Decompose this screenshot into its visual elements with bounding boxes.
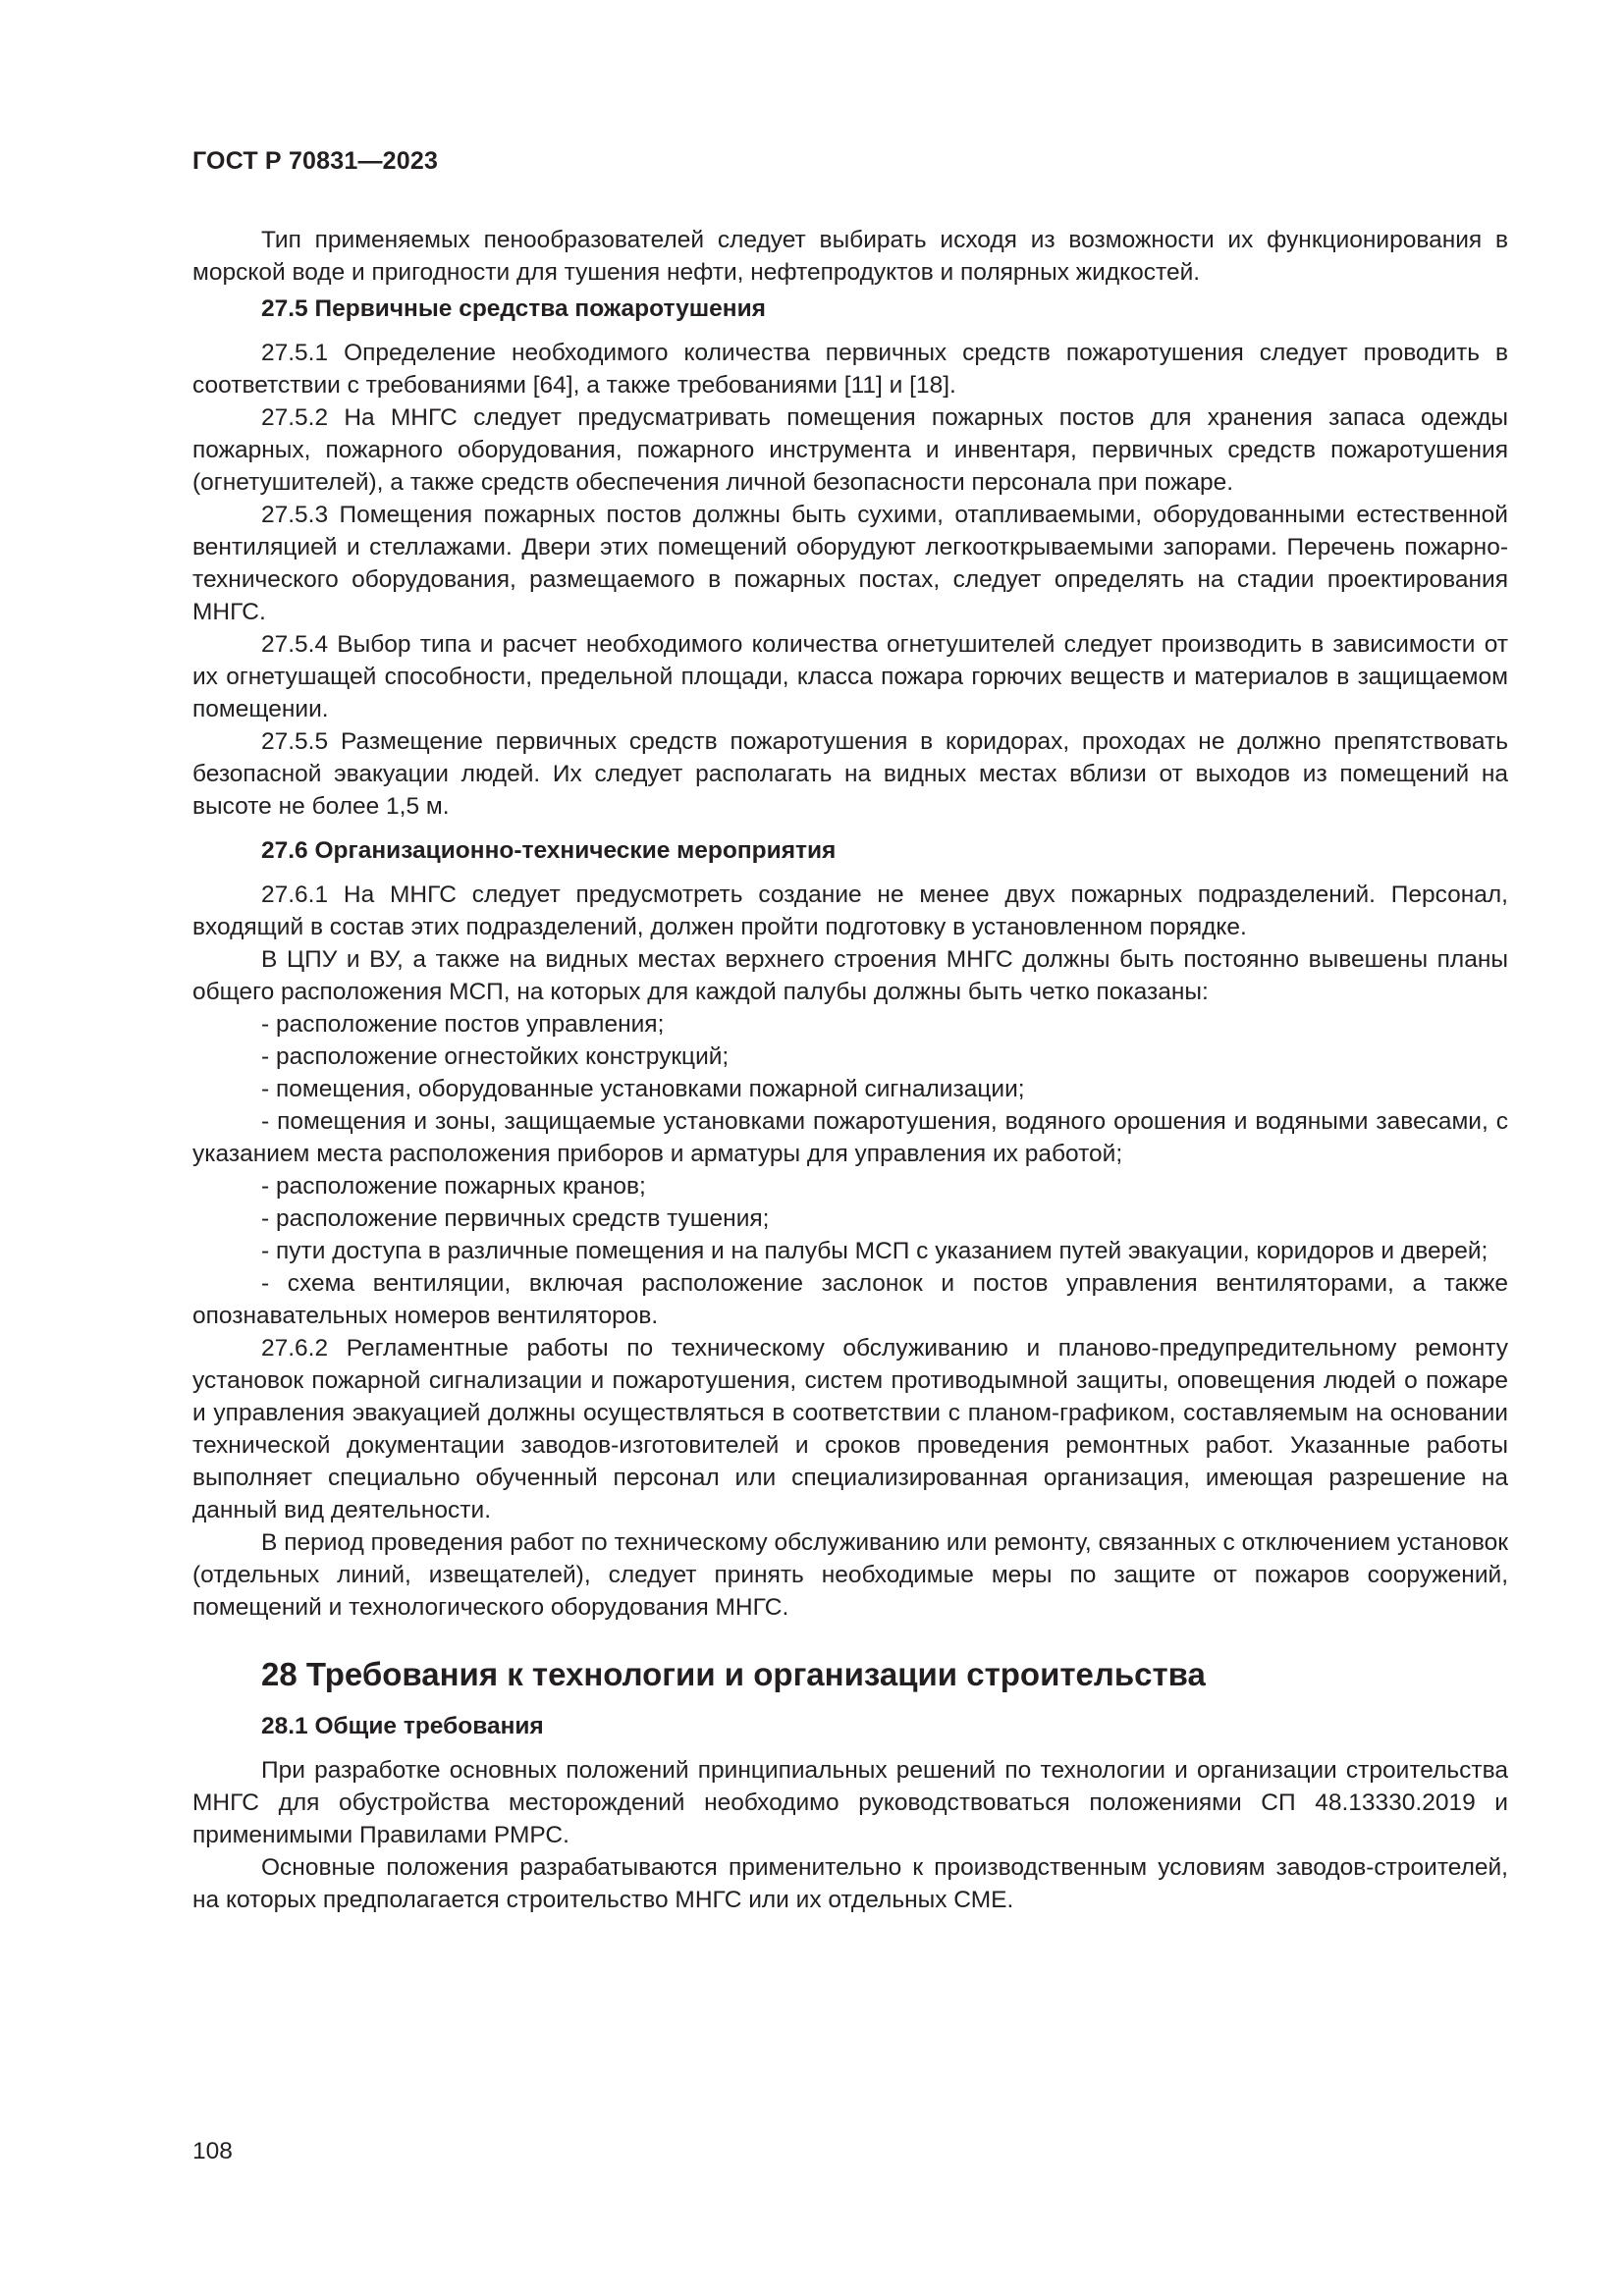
intro-paragraph: Тип применяемых пенообразователей следует выбирать исходя из возможности их функционирования в морской воде и пригодности для тушения нефти, нефтепродуктов и полярных жидкостей. bbox=[192, 227, 1508, 286]
list-item: - расположение огнестойких конструкций; bbox=[261, 1043, 730, 1070]
section-28-1-heading: 28.1 Общие требования bbox=[261, 1713, 544, 1739]
section-28-heading: 28 Требования к технологии и организации строительства bbox=[261, 1656, 1206, 1692]
page-number: 108 bbox=[192, 2138, 233, 2164]
list-item: - пути доступа в различные помещения и на палубы МСП с указанием путей эвакуации, коридоров и дверей; bbox=[261, 1238, 1489, 1264]
list-item: - расположение постов управления; bbox=[261, 1011, 665, 1038]
list-item: - расположение первичных средств тушения; bbox=[261, 1205, 770, 1232]
paragraph-27-5-3: 27.5.3 Помещения пожарных постов должны быть сухими, отапливаемыми, оборудованными естественной вентиляцией и стеллажами. Двери этих помещений оборудуют легкооткрываемыми запорами. Перечень пожарно-технического оборудования, размещаемого в пожарных постах, следует определять на стадии проектирования МНГС. bbox=[192, 502, 1508, 625]
paragraph-27-5-1: 27.5.1 Определение необходимого количества первичных средств пожаротушения следует проводить в соответствии с требованиями [64], а также требованиями [11] и [18]. bbox=[192, 340, 1508, 399]
list-item: - помещения, оборудованные установками пожарной сигнализации; bbox=[261, 1076, 1025, 1102]
section-27-6-heading: 27.6 Организационно-технические мероприятия bbox=[261, 837, 837, 864]
paragraph-plans: В ЦПУ и ВУ, а также на видных местах верхнего строения МНГС должны быть постоянно вывешены планы общего расположения МСП, на которых для каждой палубы должны быть четко показаны: bbox=[192, 946, 1508, 1005]
paragraph-27-5-4: 27.5.4 Выбор типа и расчет необходимого количества огнетушителей следует производить в зависимости от их огнетушащей способности, предельной площади, класса пожара горючих веществ и материалов в защищаемом помещении. bbox=[192, 631, 1508, 722]
list-item: - помещения и зоны, защищаемые установками пожаротушения, водяного орошения и водяными завесами, с указанием места расположения приборов и арматуры для управления их работой; bbox=[192, 1108, 1508, 1167]
paragraph-maintenance: В период проведения работ по техническому обслуживанию или ремонту, связанных с отключением установок (отдельных линий, извещателей), следует принять необходимые меры по защите от пожаров сооружений, помещений и технологического оборудования МНГС. bbox=[192, 1529, 1508, 1621]
section-27-5-heading: 27.5 Первичные средства пожаротушения bbox=[261, 295, 766, 322]
paragraph-27-6-1: 27.6.1 На МНГС следует предусмотреть создание не менее двух пожарных подразделений. Персонал, входящий в состав этих подразделений, должен пройти подготовку в установленном порядке. bbox=[192, 881, 1508, 940]
paragraph-28-1-a: При разработке основных положений принципиальных решений по технологии и организации строительства МНГС для обустройства месторождений необходимо руководствоваться положениями СП 48.13330.2019 и применимыми Правилами РМРС. bbox=[192, 1757, 1508, 1848]
paragraph-27-5-5: 27.5.5 Размещение первичных средств пожаротушения в коридорах, проходах не должно препятствовать безопасной эвакуации людей. Их следует располагать на видных местах вблизи от выходов из помещений на высоте не более 1,5 м. bbox=[192, 728, 1508, 820]
document-body bbox=[192, 224, 1508, 1916]
paragraph-27-5-2: 27.5.2 На МНГС следует предусматривать помещения пожарных постов для хранения запаса одежды пожарных, пожарного оборудования, пожарного инструмента и инвентаря, первичных средств пожаротушения (огнетушителей), а также средств обеспечения личной безопасности персонала при пожаре. bbox=[192, 404, 1508, 496]
paragraph-28-1-b: Основные положения разрабатываются применительно к производственным условиям заводов-строителей, на которых предполагается строительство МНГС или их отдельных СМЕ. bbox=[192, 1854, 1508, 1913]
document-header: ГОСТ Р 70831—2023 bbox=[192, 147, 439, 175]
paragraph-27-6-2: 27.6.2 Регламентные работы по техническому обслуживанию и планово-предупредительному ремонту установок пожарной сигнализации и пожаротушения, систем противодымной защиты, оповещения людей о пожаре и управления эвакуацией должны осуществляться в соответствии с планом-графиком, составляемым на основании технической документации заводов-изготовителей и сроков проведения ремонтных работ. Указанные работы выполняет специально обученный персонал или специализированная организация, имеющая разрешение на данный вид деятельности. bbox=[192, 1335, 1508, 1523]
list-item: - схема вентиляции, включая расположение заслонок и постов управления вентиляторами, а также опознавательных номеров вентиляторов. bbox=[192, 1270, 1508, 1329]
list-item: - расположение пожарных кранов; bbox=[261, 1173, 646, 1200]
